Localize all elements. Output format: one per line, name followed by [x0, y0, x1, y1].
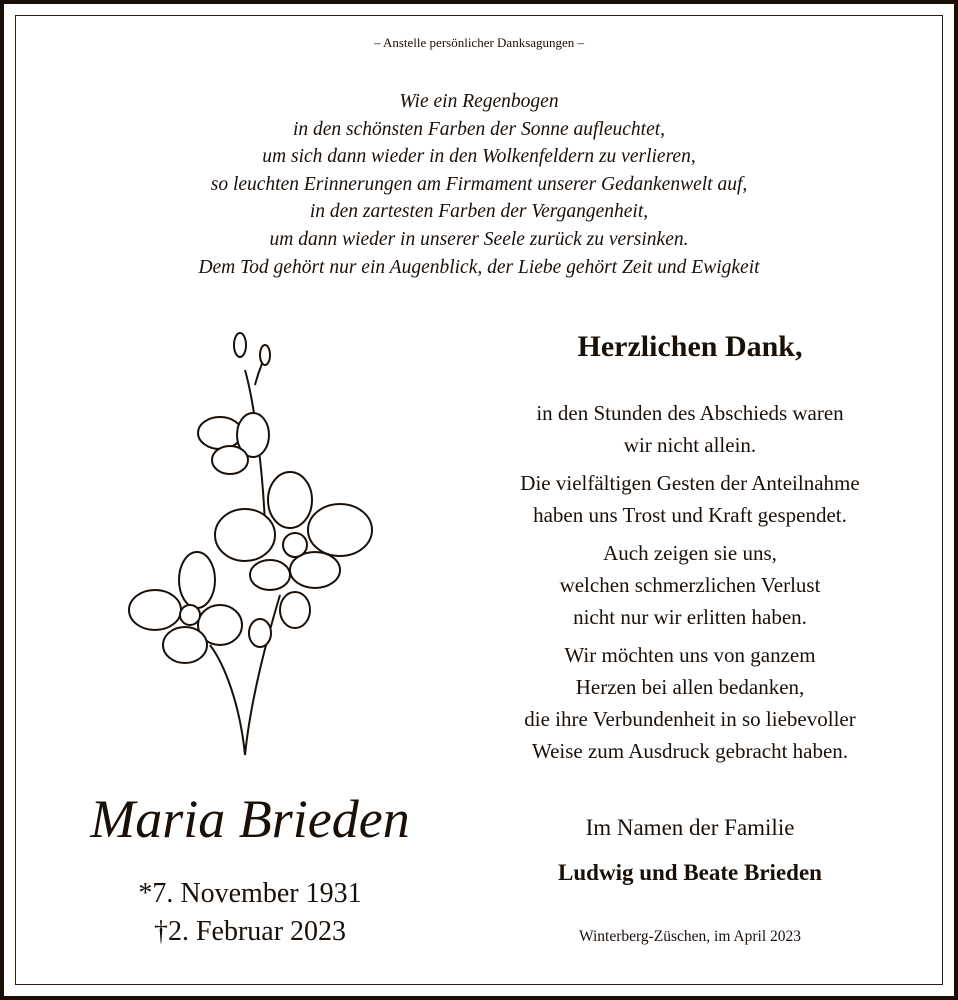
poem [0, 88, 958, 281]
poem-line: Dem Tod gehört nur ein Augenblick, der Liebe gehört Zeit und Ewigkeit [198, 256, 760, 278]
place-date: Winterberg-Züschen, im April 2023 [578, 928, 802, 945]
poem-line: in den schönsten Farben der Sonne aufleuchtet, [292, 118, 666, 140]
text-line: die ihre Verbundenheit in so liebevoller [524, 707, 856, 731]
text-line: haben uns Trost und Kraft gespendet. [533, 503, 847, 527]
thanks-paragraph [440, 639, 940, 767]
family-names: Ludwig und Beate Brieden [558, 860, 822, 885]
text-line: welchen schmerzlichen Verlust [559, 573, 821, 597]
text-line: Auch zeigen sie uns, [603, 541, 777, 565]
text-line: wir nicht allein. [623, 433, 757, 457]
poem-line: um sich dann wieder in den Wolkenfeldern zu verlieren, [262, 146, 696, 168]
text-line: Die vielfältigen Gesten der Anteilnahme [520, 471, 860, 495]
poem-line: in den zartesten Farben der Vergangenheit, [309, 201, 649, 223]
poem-line: um dann wieder in unserer Seele zurück zu versinken. [269, 228, 689, 250]
text-line: Herzen bei allen bedanken, [575, 675, 805, 699]
thanks-paragraph [440, 537, 940, 633]
thanks-paragraph [440, 467, 940, 531]
orchid-illustration [115, 325, 385, 765]
text-line: in den Stunden des Abschieds waren [536, 401, 844, 425]
thanks-title: Herzlichen Dank, [577, 330, 803, 363]
text-line: Weise zum Ausdruck gebracht haben. [531, 739, 849, 763]
death-date: †2. Februar 2023 [153, 916, 347, 947]
poem-line: so leuchten Erinnerungen am Firmament unserer Gedankenwelt auf, [210, 173, 748, 195]
thanks-paragraph [440, 397, 940, 461]
deceased-name: Maria Brieden [90, 789, 410, 849]
text-line: Wir möchten uns von ganzem [564, 643, 816, 667]
text-line: nicht nur wir erlitten haben. [573, 605, 807, 629]
life-dates [0, 875, 500, 951]
family-intro: Im Namen der Familie [585, 815, 795, 840]
poem-line: Wie ein Regenbogen [399, 91, 559, 112]
thanks-body [440, 397, 940, 773]
header-note: – Anstelle persönlicher Danksagungen – [373, 35, 585, 50]
birth-date: *7. November 1931 [138, 878, 362, 909]
